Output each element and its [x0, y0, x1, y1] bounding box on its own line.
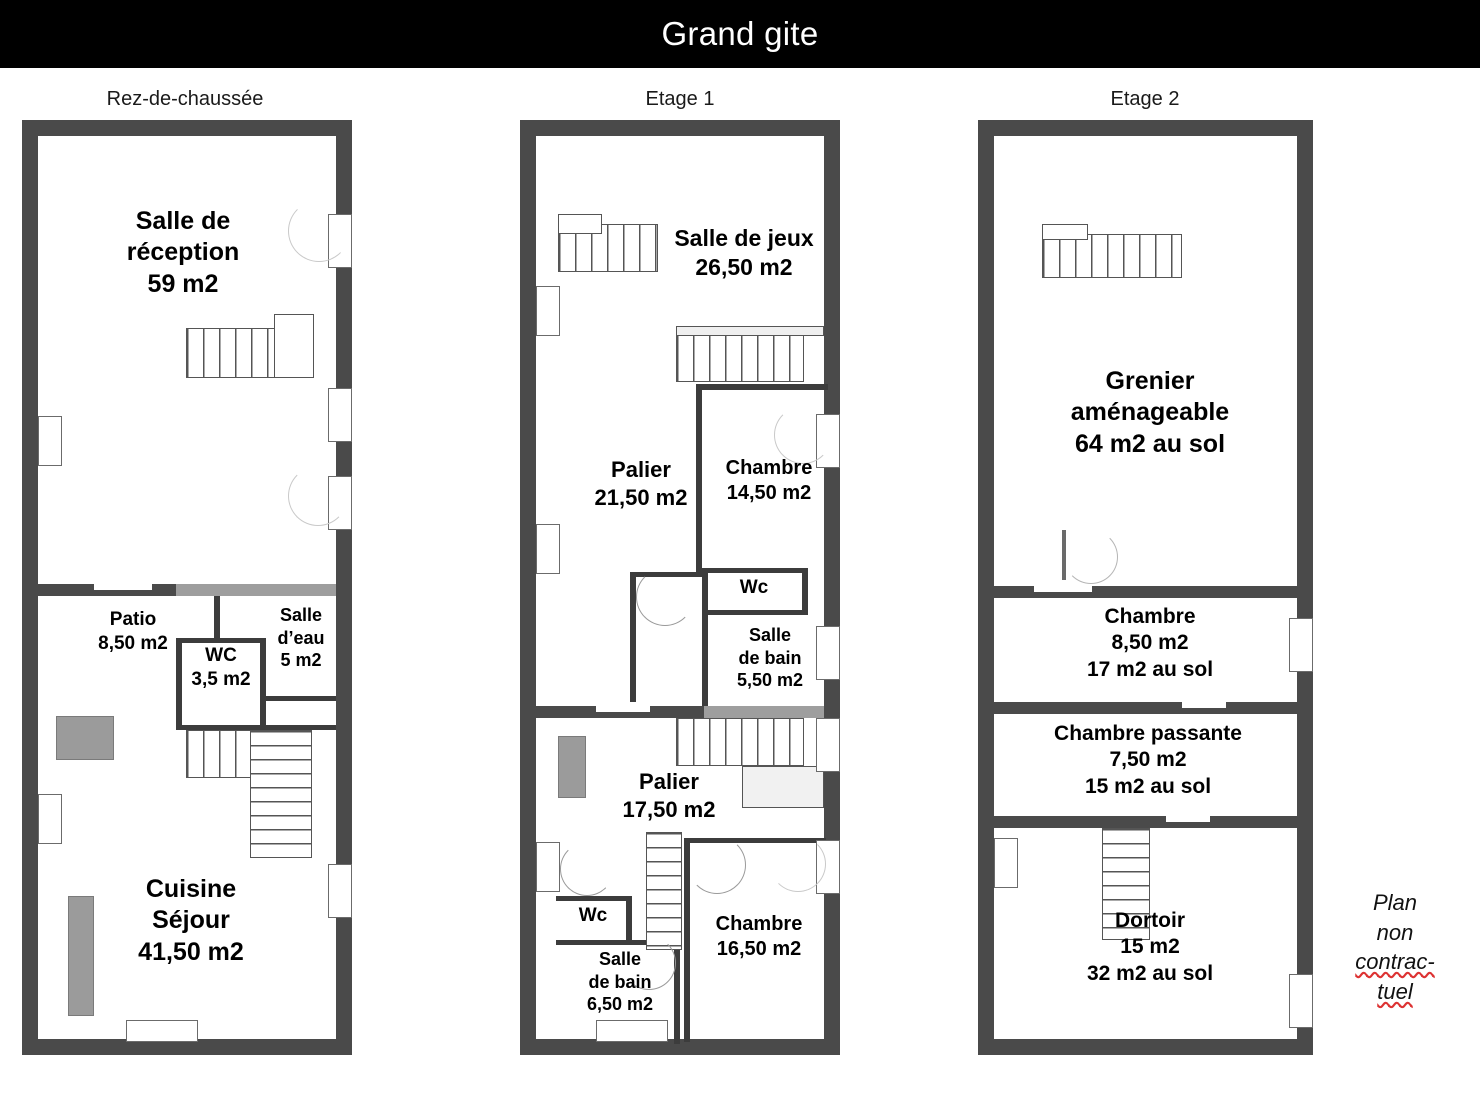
e1-fixture-block [558, 736, 586, 798]
e1-window-left-2 [536, 524, 560, 574]
e1-door-bottom [596, 1020, 668, 1042]
e1-lower-wc-wall-right [626, 896, 632, 942]
window-right-4 [328, 864, 352, 918]
room-label-chambre-1650: Chambre 16,50 m2 [715, 913, 803, 960]
salle-eau-wall [260, 696, 336, 701]
e1-lower-wc-wall-top [556, 896, 632, 901]
disclaimer-line-3: contrac- [1355, 949, 1435, 975]
e2-staircase-top [1042, 234, 1182, 278]
e1-window-right-3 [816, 718, 840, 772]
floor-plan-etage2 [978, 120, 1313, 1055]
entry-door-bottom [126, 1020, 198, 1042]
room-label-salle-eau: Salle d’eau 5 m2 [277, 605, 325, 670]
room-label-chambre-850: Chambre 8,50 m2 17 m2 au sol [1086, 605, 1214, 681]
e1-staircase-top-landing [558, 214, 602, 234]
e1-window-left-3 [536, 842, 560, 892]
window-right-2 [328, 388, 352, 442]
room-label-palier-haut: Palier 21,50 m2 [594, 457, 688, 510]
e2-wall-chambre-passante [994, 702, 1297, 714]
disclaimer-line-2: non [1376, 919, 1414, 945]
e1-door-arc-palier [636, 568, 694, 626]
e2-opening-mid-1 [1034, 582, 1092, 592]
e1-wall-mid-light [704, 706, 824, 718]
e2-window-left-1 [994, 838, 1018, 888]
floor-label-etage1: Etage 1 [645, 88, 715, 110]
e2-window-right-1 [1289, 618, 1313, 672]
e2-wall-dortoir [994, 816, 1297, 828]
page-title: Grand gite [661, 15, 819, 52]
room-label-chambre-1450: Chambre 14,50 m2 [725, 457, 813, 504]
staircase-lower-run2 [250, 730, 312, 858]
interior-wall-light-strip [176, 584, 336, 596]
window-left-2 [38, 794, 62, 844]
room-label-wc: WC 3,5 m2 [191, 645, 251, 690]
e2-opening-mid-3 [1166, 812, 1210, 822]
room-label-salle-de-bain-550: Salle de bain 5,50 m2 [736, 625, 804, 690]
e2-window-right-2 [1289, 974, 1313, 1028]
e1-staircase-lower-landing [742, 766, 824, 808]
room-label-salle-reception: Salle de réception 59 m2 [126, 207, 240, 298]
room-label-salle-de-bain-650: Salle de bain 6,50 m2 [586, 949, 654, 1014]
disclaimer-note [1330, 888, 1460, 1007]
room-label-cuisine-sejour: Cuisine Séjour 41,50 m2 [138, 875, 244, 966]
e1-window-left-1 [536, 286, 560, 336]
room-label-grenier: Grenier aménageable 64 m2 au sol [1070, 367, 1230, 458]
e1-corridor-wall [630, 572, 636, 708]
window-left-1 [38, 416, 62, 466]
room-label-chambre-passante: Chambre passante 7,50 m2 15 m2 au sol [1054, 722, 1242, 798]
e1-staircase-upper-landing [676, 326, 824, 336]
room-label-palier-bas: Palier 17,50 m2 [622, 769, 716, 822]
page-title-bar [0, 0, 1480, 68]
floor-label-etage2: Etage 2 [1110, 88, 1180, 110]
door-arc-reception-right-2 [288, 466, 348, 526]
interior-wall-patio [214, 596, 220, 638]
e1-bath-wall-left [702, 568, 708, 708]
e2-door-arc [1064, 530, 1118, 584]
floor-plan-etage1 [520, 120, 840, 1055]
floor-label-ground: Rez-de-chaussée [106, 88, 264, 110]
room-label-dortoir: Dortoir 15 m2 32 m2 au sol [1086, 909, 1214, 985]
room-label-wc-haut: Wc [739, 577, 769, 598]
e1-wc-wall-right [802, 568, 808, 614]
floor-plan-ground [22, 120, 352, 1055]
room-label-salle-de-jeux: Salle de jeux 26,50 m2 [674, 225, 814, 280]
e1-staircase-upper [676, 334, 804, 382]
e1-wall-chambre-top [696, 384, 828, 390]
disclaimer-line-4: tuel [1377, 979, 1413, 1005]
room-label-patio: Patio 8,50 m2 [98, 609, 168, 654]
disclaimer-line-1: Plan [1372, 890, 1418, 915]
e1-wc-wall-bottom [702, 610, 808, 615]
e2-opening-mid-2 [1182, 698, 1226, 708]
opening-patio-top [94, 580, 152, 590]
e1-wc-wall-top [702, 568, 808, 573]
e1-staircase-lower [676, 718, 804, 766]
e1-door-arc-lower-chambre [688, 836, 746, 894]
staircase-reception-landing [274, 314, 314, 378]
e1-door-arc-lower-left [560, 842, 614, 896]
e2-staircase-top-landing [1042, 224, 1088, 240]
room-label-wc-bas: Wc [578, 905, 608, 926]
fixture-block-left-upper [56, 716, 114, 760]
e1-opening-mid [596, 702, 650, 712]
e1-staircase-lower-run [646, 832, 682, 950]
e1-door-arc-right-lower [770, 836, 826, 892]
